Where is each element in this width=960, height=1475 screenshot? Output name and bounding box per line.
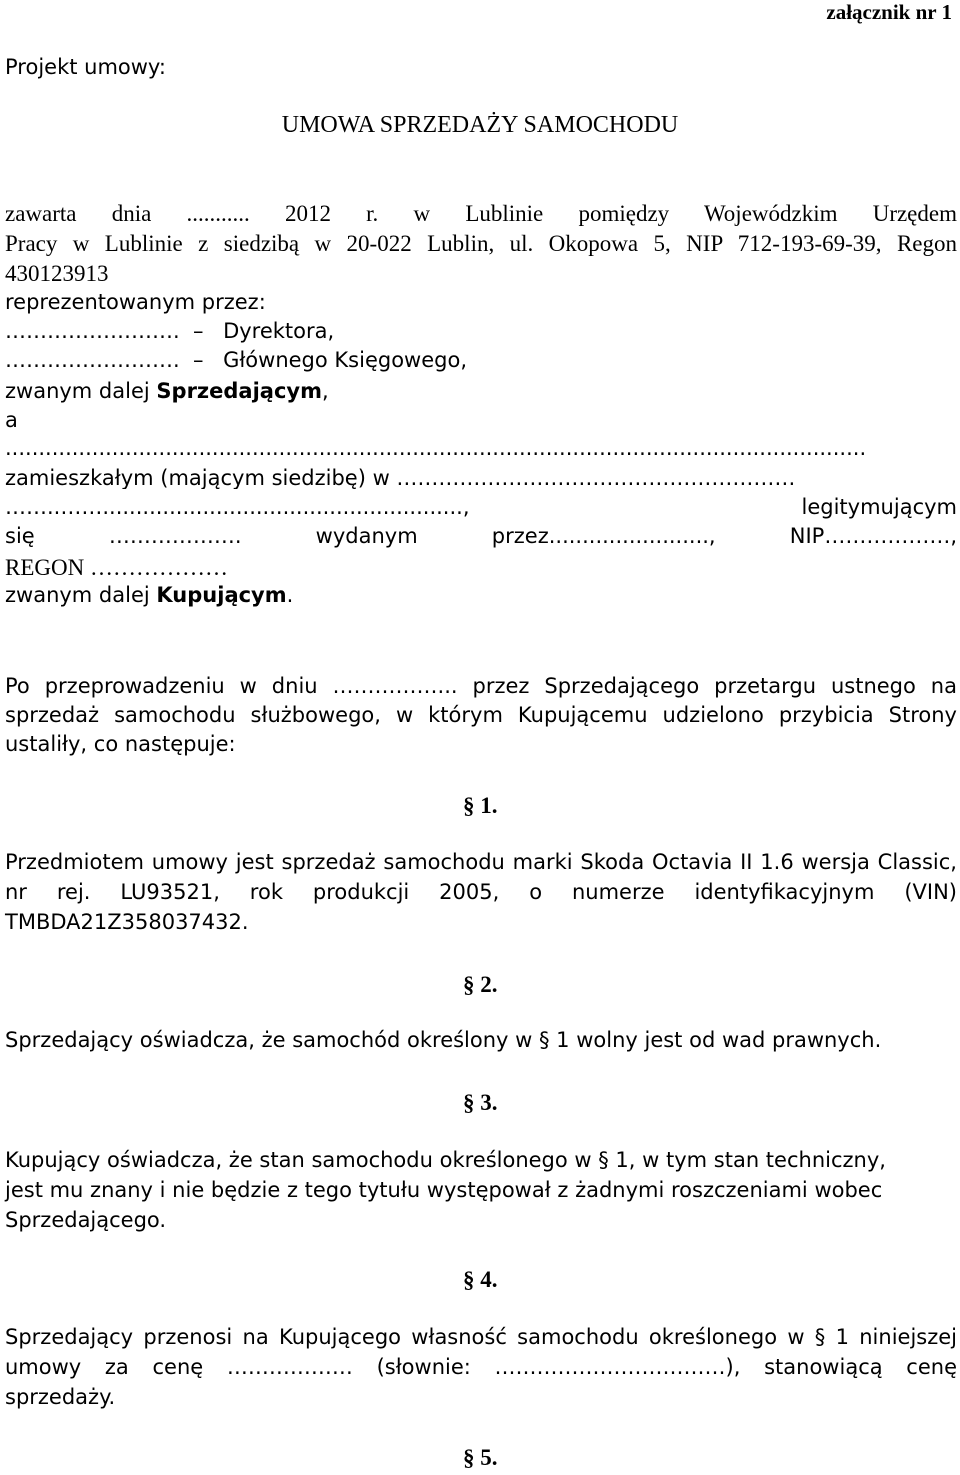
section-5-heading: § 5.	[463, 1445, 498, 1470]
document-title: UMOWA SPRZEDAŻY SAMOCHODU	[281, 112, 679, 138]
section-1-line-2: nr rej. LU93521, rok produkcji 2005, o numerze identyfikacyjnym (VIN)	[5, 880, 957, 904]
parties-line-1: zawarta dnia ........... 2012 r. w Lublinie pomiędzy Wojewódzkim Urzędem	[5, 201, 957, 226]
buyer-definition	[5, 585, 293, 606]
section-2-line-1: Sprzedający oświadcza, że samochód określony w § 1 wolny jest od wad prawnych.	[5, 1028, 882, 1052]
section-3-heading: § 3.	[463, 1090, 498, 1115]
buyer-id-issued: się ………………. wydanym przez........................, NIP………………,	[5, 524, 957, 548]
project-label: Projekt umowy:	[5, 55, 166, 79]
conjunction-and: a	[5, 408, 18, 432]
buyer-name: Kupującym	[156, 583, 287, 607]
section-4-line-3: sprzedaży.	[5, 1385, 116, 1409]
section-1-heading: § 1.	[463, 793, 498, 818]
seller-suffix: ,	[321, 379, 329, 403]
buyer-id-dots: ……..……......................................................,	[5, 495, 470, 519]
section-2-heading: § 2.	[463, 972, 498, 997]
representative-director-role: Dyrektora,	[223, 319, 335, 343]
section-4-line-2: umowy za cenę ……………… (słownie: ……………………………), stanowiącą cenę	[5, 1355, 957, 1379]
attachment-label: załącznik nr 1	[826, 0, 952, 24]
dash-glyph: –	[186, 319, 204, 343]
represented-by: reprezentowanym przez:	[5, 290, 266, 314]
representative-accountant-role: Głównego Księgowego,	[223, 348, 468, 372]
representative-director-dots: …………………….	[5, 319, 180, 343]
parties-line-2: Pracy w Lublinie z siedzibą w 20-022 Lublin, ul. Okopowa 5, NIP 712-193-69-39, Regon	[5, 231, 957, 256]
buyer-dots: .................................................................................................................................	[5, 438, 867, 459]
representative-director	[5, 321, 334, 342]
seller-name: Sprzedającym	[156, 379, 322, 403]
dash-glyph: –	[186, 348, 204, 372]
section-3-line-3: Sprzedającego.	[5, 1208, 167, 1232]
buyer-id-word: legitymującym	[801, 495, 957, 519]
buyer-regon: REGON ………………	[5, 555, 228, 580]
buyer-residence: zamieszkałym (mającym siedzibę) w …………………………………………………	[5, 468, 796, 489]
seller-prefix: zwanym dalej	[5, 379, 157, 403]
section-1-line-1: Przedmiotem umowy jest sprzedaż samochodu marki Skoda Octavia II 1.6 wersja Classic,	[5, 850, 957, 874]
section-4-line-1: Sprzedający przenosi na Kupującego własność samochodu określonego w § 1 niniejszej	[5, 1325, 957, 1349]
representative-accountant-dots: …………………….	[5, 348, 180, 372]
buyer-suffix: .	[286, 583, 294, 607]
section-3-line-1: Kupujący oświadcza, że stan samochodu określonego w § 1, w tym stan techniczny,	[5, 1148, 886, 1172]
intro-line-2: sprzedaż samochodu służbowego, w którym Kupującemu udzielono przybicia Strony	[5, 703, 957, 727]
representative-accountant	[5, 350, 467, 371]
intro-line-1: Po przeprowadzeniu w dniu ……………... przez Sprzedającego przetargu ustnego na	[5, 674, 957, 698]
section-3-line-2: jest mu znany i nie będzie z tego tytułu występował z żadnymi roszczeniami wobec	[5, 1178, 883, 1202]
section-4-heading: § 4.	[463, 1267, 498, 1292]
intro-line-3: ustaliły, co następuje:	[5, 732, 236, 756]
parties-line-3: 430123913	[5, 261, 109, 286]
buyer-prefix: zwanym dalej	[5, 583, 157, 607]
seller-definition	[5, 381, 329, 402]
section-1-line-3: TMBDA21Z358037432.	[5, 910, 249, 934]
buyer-id-line	[5, 497, 957, 518]
